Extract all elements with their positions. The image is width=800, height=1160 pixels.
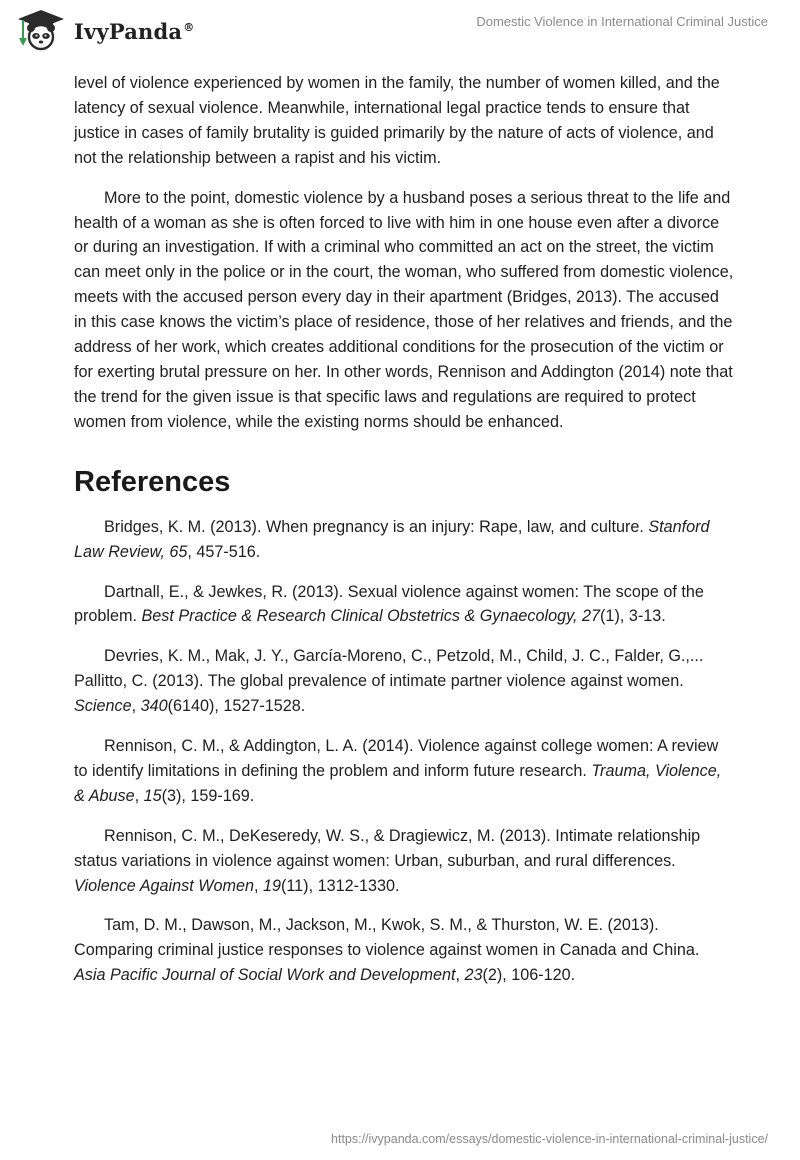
- logo-wordmark: IvyPanda®: [74, 18, 195, 44]
- reference-volume: 65: [169, 542, 188, 561]
- reference-item: Bridges, K. M. (2013). When pregnancy is an injury: Rape, law, and culture. Stanford Law Review, 65, 457-516.: [74, 517, 710, 561]
- essay-content: [74, 71, 734, 1003]
- reference-source: Asia Pacific Journal of Social Work and Development: [74, 966, 456, 985]
- reference-item: Tam, D. M., Dawson, M., Jackson, M., Kwok, S. M., & Thurston, W. E. (2013). Comparing criminal justice responses to violence against women in Canada and China. Asia Pacific Journal of Social Work and Development, 23(2), 106-120.: [74, 916, 700, 985]
- page-header: [0, 0, 800, 70]
- registered-mark: ®: [183, 20, 195, 34]
- source-url-link[interactable]: https://ivypanda.com/essays/domestic-violence-in-international-criminal-justice/: [331, 1132, 768, 1146]
- ivypanda-logo[interactable]: [14, 8, 194, 52]
- reference-volume: 15: [143, 786, 162, 805]
- reference-source: Best Practice & Research Clinical Obstetrics & Gynaecology,: [141, 607, 578, 626]
- reference-volume: 340: [140, 697, 168, 716]
- reference-item: Devries, K. M., Mak, J. Y., García-Moreno, C., Petzold, M., Child, J. C., Falder, G.,... Pallitto, C. (2013). The global prevalence of intimate partner violence against women. Science, 340(6140), 1527-1528.: [74, 647, 704, 716]
- panda-graduation-icon: [14, 8, 68, 52]
- reference-source: Violence Against Women: [74, 876, 254, 895]
- reference-source: Trauma, Violence, & Abuse: [74, 761, 722, 805]
- document-title: Domestic Violence in International Criminal Justice: [476, 14, 768, 29]
- reference-volume: 23: [464, 966, 483, 985]
- body-paragraph: More to the point, domestic violence by a husband poses a serious threat to the life and health of a woman as she is often forced to live with him in one house even after a divorce or during an investigation. If with a criminal who committed an act on the street, the victim can meet only in the police or in the court, the woman, who suffered from domestic violence, meets with the accused person every day in their apartment (Bridges, 2013). The accused in this case knows the victim’s place of residence, those of her relatives and friends, and the address of her work, which creates additional conditions for the prosecution of the victim or for exerting brutal pressure on her. In other words, Rennison and Addington (2014) note that the trend for the given issue is that specific laws and regulations are required to protect women from violence, while the existing norms should be enhanced.: [74, 188, 734, 431]
- references-heading: References: [74, 465, 231, 498]
- reference-volume: 19: [262, 876, 281, 895]
- body-paragraph: level of violence experienced by women in the family, the number of women killed, and the latency of sexual violence. Meanwhile, international legal practice tends to ensure that justice in cases of family brutality is guided primarily by the nature of acts of violence, and not the relationship between a rapist and his victim.: [74, 74, 720, 167]
- reference-item: Dartnall, E., & Jewkes, R. (2013). Sexual violence against women: The scope of the problem. Best Practice & Research Clinical Obstetrics & Gynaecology, 27(1), 3-13.: [74, 582, 704, 626]
- references-list: [74, 515, 734, 989]
- reference-source: Stanford Law Review,: [74, 517, 710, 561]
- reference-item: Rennison, C. M., DeKeseredy, W. S., & Dragiewicz, M. (2013). Intimate relationship status variations in violence against women: Urban, suburban, and rural differences. Violence Against Women, 19(11), 1312-1330.: [74, 826, 701, 895]
- reference-volume: 27: [582, 607, 601, 626]
- reference-source: Science: [74, 697, 132, 716]
- reference-item: Rennison, C. M., & Addington, L. A. (2014). Violence against college women: A review to identify limitations in defining the problem and inform future research. Trauma, Violence, & Abuse, 15(3), 159-169.: [74, 737, 722, 805]
